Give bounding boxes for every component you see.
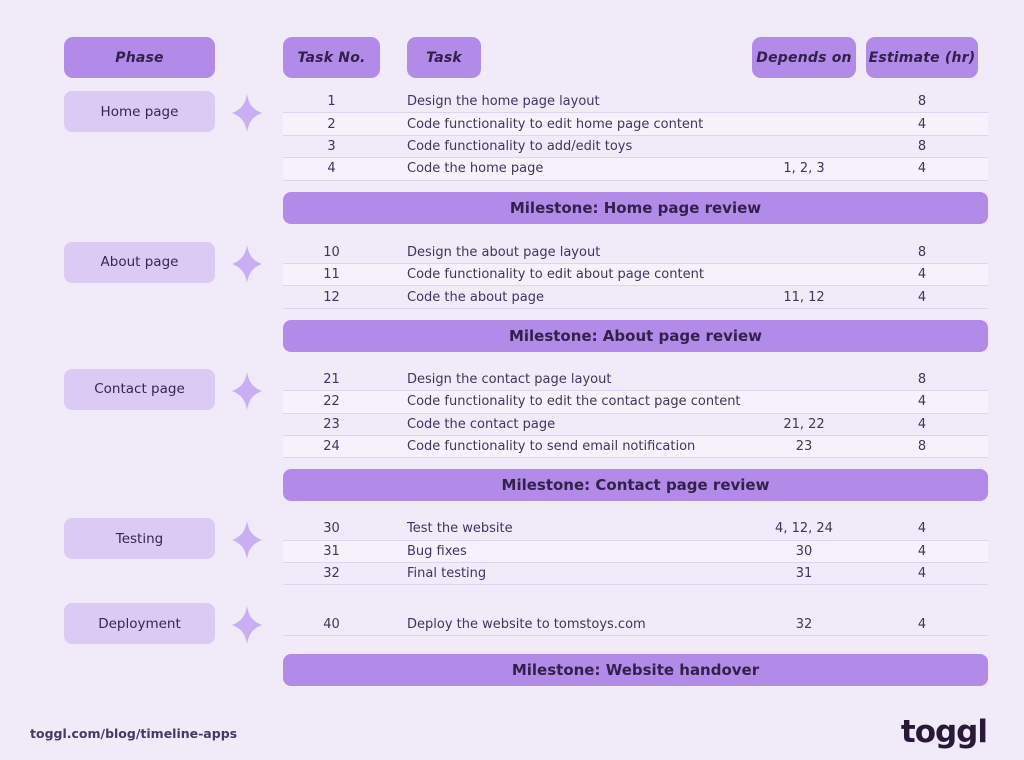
task-description: Code the home page (407, 161, 544, 177)
table-row (283, 113, 988, 135)
sparkle-icon (232, 606, 262, 644)
table-row (283, 613, 988, 635)
sparkle-icon (232, 94, 262, 132)
task-estimate: 4 (917, 416, 927, 432)
task-number: 40 (323, 616, 340, 632)
task-estimate: 4 (917, 267, 927, 283)
task-estimate: 8 (917, 138, 927, 154)
task-number: 4 (327, 161, 336, 177)
task-depends-on: 31 (795, 566, 813, 582)
task-number: 21 (323, 371, 340, 387)
task-estimate: 8 (917, 371, 927, 387)
task-number: 32 (323, 566, 340, 582)
task-description: Code functionality to edit the contact page content (407, 394, 741, 410)
phase-group-home-page (0, 91, 1024, 224)
table-row (283, 158, 988, 180)
depends-on-column-header: Depends on (752, 37, 856, 78)
table-row (283, 369, 988, 391)
table-header (0, 37, 1024, 78)
source-url: toggl.com/blog/timeline-apps (30, 726, 238, 741)
task-estimate: 4 (917, 543, 927, 559)
table-row (283, 264, 988, 286)
task-estimate: 4 (917, 116, 927, 132)
task-description: Design the contact page layout (407, 371, 612, 387)
table-row (283, 414, 988, 436)
table-row (283, 563, 988, 585)
task-depends-on: 4, 12, 24 (775, 521, 833, 537)
phase-group-deployment (0, 603, 1024, 685)
task-number: 24 (323, 439, 340, 455)
task-estimate: 4 (917, 161, 927, 177)
task-depends-on: 21, 22 (783, 416, 825, 432)
task-number: 2 (327, 116, 336, 132)
task-description: Test the website (407, 521, 513, 537)
sparkle-icon (232, 372, 262, 410)
phase-label-deployment: Deployment (64, 603, 215, 644)
task-description: Code functionality to edit about page content (407, 267, 704, 283)
task-depends-on: 32 (795, 616, 813, 632)
task-description: Bug fixes (407, 543, 467, 559)
table-row (283, 286, 988, 308)
task-estimate: 8 (917, 439, 927, 455)
table-row (283, 436, 988, 458)
task-depends-on: 30 (795, 543, 813, 559)
table-row (283, 91, 988, 113)
table-row (283, 391, 988, 413)
task-description: Code functionality to edit home page content (407, 116, 704, 132)
phase-group-about-page (0, 242, 1024, 352)
milestone-banner: Milestone: Website handover (283, 654, 988, 686)
task-estimate: 4 (917, 616, 927, 632)
task-description: Code the contact page (407, 416, 556, 432)
task-depends-on: 11, 12 (783, 289, 825, 305)
estimate-column-header: Estimate (hr) (866, 37, 978, 78)
task-description: Design the about page layout (407, 244, 601, 260)
task-description: Design the home page layout (407, 94, 600, 110)
task-description: Deploy the website to tomstoys.com (407, 616, 646, 632)
task-estimate: 4 (917, 521, 927, 537)
task-number: 1 (327, 94, 336, 110)
task-no-column-header: Task No. (283, 37, 380, 78)
task-estimate: 4 (917, 394, 927, 410)
milestone-banner: Milestone: About page review (283, 320, 988, 352)
task-number: 12 (323, 289, 340, 305)
task-description: Code functionality to send email notification (407, 439, 696, 455)
task-number: 3 (327, 138, 336, 154)
phase-label-about-page: About page (64, 242, 215, 283)
sparkle-icon (232, 521, 262, 559)
sparkle-icon (232, 245, 262, 283)
task-description: Final testing (407, 566, 487, 582)
milestone-banner: Milestone: Home page review (283, 192, 988, 224)
task-number: 30 (323, 521, 340, 537)
task-depends-on: 1, 2, 3 (783, 161, 825, 177)
task-number: 23 (323, 416, 340, 432)
task-estimate: 4 (917, 289, 927, 305)
task-depends-on: 23 (795, 439, 813, 455)
table-row (283, 518, 988, 540)
phase-label-contact-page: Contact page (64, 369, 215, 410)
task-estimate: 8 (917, 94, 927, 110)
phase-label-testing: Testing (64, 518, 215, 559)
phase-group-testing (0, 518, 1024, 585)
phase-label-home-page: Home page (64, 91, 215, 132)
table-row (283, 136, 988, 158)
table-row (283, 242, 988, 264)
milestone-banner: Milestone: Contact page review (283, 469, 988, 501)
task-estimate: 8 (917, 244, 927, 260)
toggl-logo: toggl (900, 714, 987, 750)
table-row (283, 541, 988, 563)
task-number: 31 (323, 543, 340, 559)
phase-group-contact-page (0, 369, 1024, 502)
phase-column-header: Phase (64, 37, 215, 78)
task-number: 11 (323, 267, 340, 283)
task-number: 22 (323, 394, 340, 410)
task-number: 10 (323, 244, 340, 260)
task-description: Code functionality to add/edit toys (407, 138, 633, 154)
task-estimate: 4 (917, 566, 927, 582)
task-column-header: Task (407, 37, 481, 78)
task-description: Code the about page (407, 289, 544, 305)
